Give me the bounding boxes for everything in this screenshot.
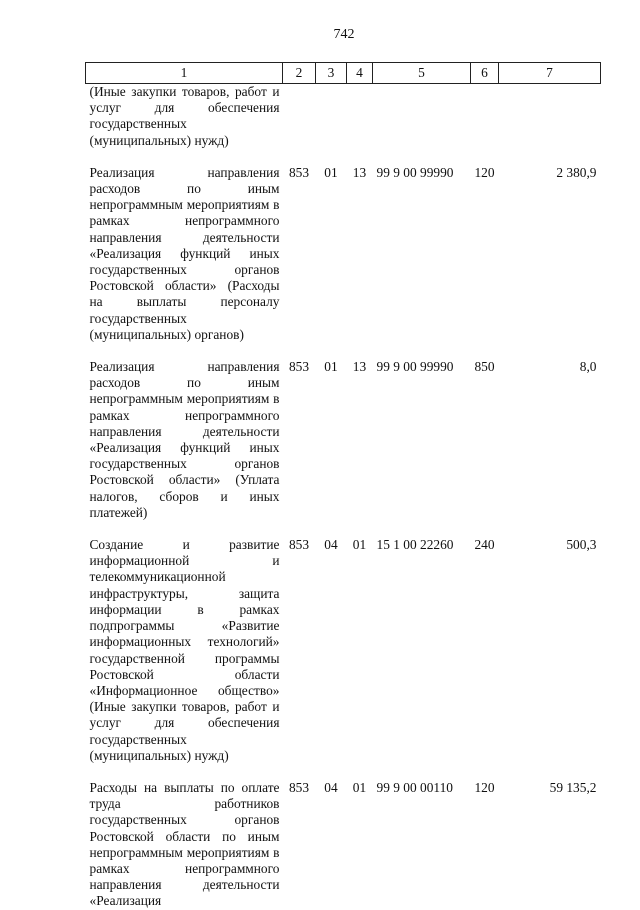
- column-header: 2: [283, 63, 316, 84]
- cell-target-article: 99 9 00 99990: [376, 164, 454, 180]
- column-header: 1: [86, 63, 283, 84]
- cell-expense-type: [471, 84, 499, 165]
- cell-target-article: 99 9 00 99990: [376, 359, 454, 375]
- cell-target-article: [373, 84, 471, 165]
- cell-ministry: 853: [288, 779, 310, 795]
- cell-target-article: 99 9 00 00110: [376, 779, 453, 795]
- table-header-row: [86, 63, 601, 84]
- column-header: 6: [471, 63, 499, 84]
- column-header: 7: [499, 63, 601, 84]
- row-description: Реализация направления расходов по иным непрограммным мероприятиям в рамках непрограммного направления деятельности «Реализация функций иных государственных органов Ростовской области» (Расходы на выплаты персоналу государственных (муниципальных) органов): [89, 164, 280, 342]
- row-description: (Иные закупки товаров, работ и услуг для обеспечения государственных (муниципальных) нужд): [89, 84, 280, 148]
- cell-amount: 500,3: [566, 537, 597, 553]
- cell-amount: 8,0: [579, 359, 597, 375]
- cell-subsection: [347, 84, 373, 165]
- row-description: Расходы на выплаты по оплате труда работников государственных органов Ростовской области по иным непрограммным мероприятиям в рамках непрограммного направления деятельности «Реализация: [89, 779, 280, 909]
- cell-amount: 2 380,9: [556, 164, 597, 180]
- column-header: 3: [316, 63, 347, 84]
- cell-target-article: 15 1 00 22260: [376, 537, 454, 553]
- page-number: 742: [333, 27, 355, 42]
- cell-section: [316, 84, 347, 165]
- budget-table: [85, 62, 601, 910]
- cell-ministry: 853: [288, 537, 310, 553]
- cell-ministry: 853: [288, 359, 310, 375]
- cell-section: 01: [324, 359, 338, 375]
- cell-section: 01: [324, 164, 338, 180]
- table-row: [86, 537, 601, 780]
- table-row: [86, 165, 601, 359]
- table-row: [86, 780, 601, 910]
- cell-expense-type: 120: [474, 779, 495, 795]
- cell-amount: 59 135,2: [549, 779, 597, 795]
- cell-amount: [499, 84, 601, 165]
- column-header: 4: [347, 63, 373, 84]
- row-description: Создание и развитие информационной и телекоммуникационной инфраструктуры, защита информации в рамках подпрограммы «Развитие информационных технологий» государственной программы Ростовской области «Информационное общество» (Иные закупки товаров, работ и услуг для обеспечения государственных (муниципальных) нужд): [89, 537, 280, 763]
- cell-subsection: 01: [352, 779, 367, 795]
- cell-section: 04: [324, 779, 338, 795]
- cell-expense-type: 240: [474, 537, 495, 553]
- cell-ministry: [283, 84, 316, 165]
- cell-subsection: 13: [352, 359, 367, 375]
- table-row: [86, 84, 601, 165]
- cell-ministry: 853: [288, 164, 310, 180]
- row-description: Реализация направления расходов по иным непрограммным мероприятиям в рамках непрограммного направления деятельности «Реализация функций иных государственных органов Ростовской области» (Уплата налогов, сборов и иных платежей): [89, 359, 280, 520]
- cell-expense-type: 120: [474, 164, 495, 180]
- cell-subsection: 01: [352, 537, 367, 553]
- cell-section: 04: [324, 537, 338, 553]
- column-header: 5: [373, 63, 471, 84]
- table-row: [86, 359, 601, 537]
- cell-expense-type: 850: [474, 359, 495, 375]
- cell-subsection: 13: [352, 164, 367, 180]
